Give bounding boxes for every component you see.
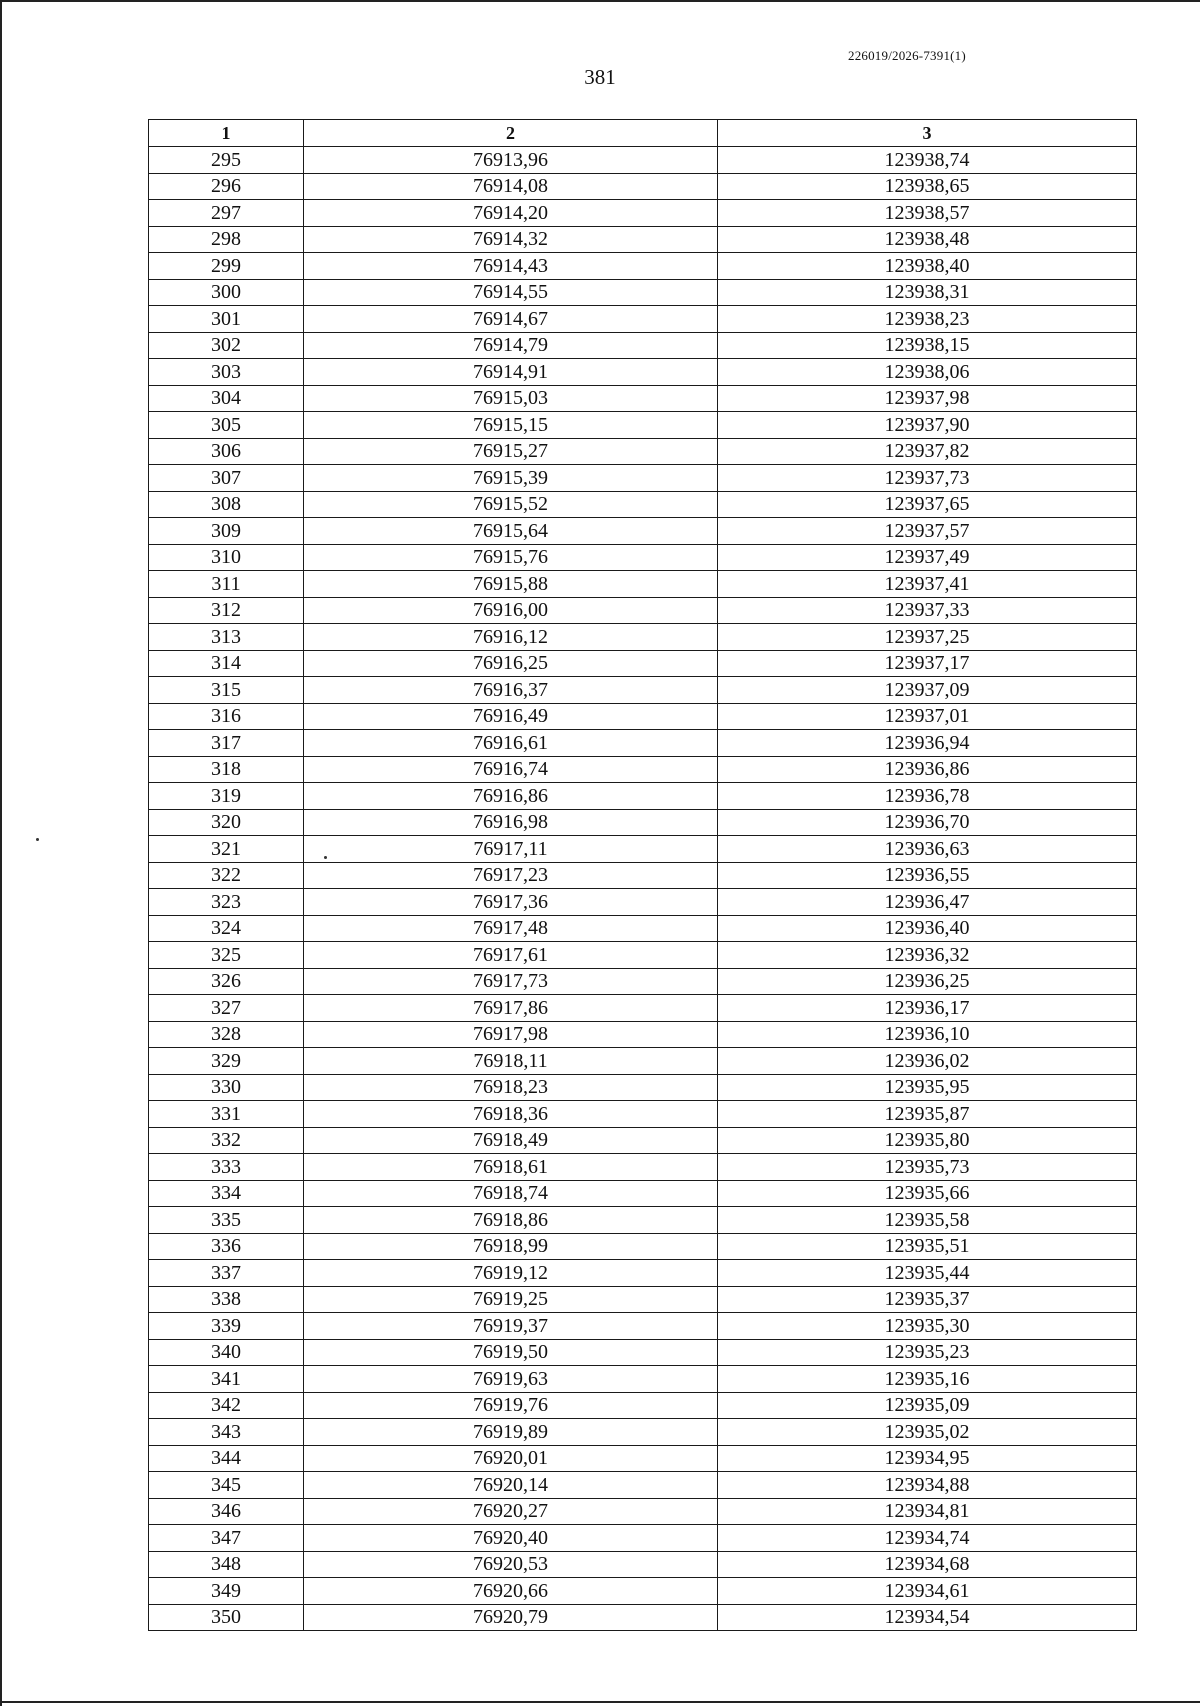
cell-x-coordinate: 76920,01	[304, 1445, 718, 1472]
cell-point-number: 332	[149, 1127, 304, 1154]
cell-point-number: 307	[149, 465, 304, 492]
table-row	[149, 332, 1137, 359]
cell-y-coordinate: 123937,98	[718, 385, 1137, 412]
table-row	[149, 412, 1137, 439]
cell-point-number: 302	[149, 332, 304, 359]
cell-x-coordinate: 76914,32	[304, 226, 718, 253]
document-reference: 226019/2026-7391(1)	[848, 48, 966, 63]
table-row	[149, 1498, 1137, 1525]
table-row	[149, 1286, 1137, 1313]
cell-x-coordinate: 76913,96	[304, 147, 718, 174]
table-row	[149, 1578, 1137, 1605]
cell-x-coordinate: 76915,03	[304, 385, 718, 412]
cell-y-coordinate: 123938,06	[718, 359, 1137, 386]
table-row	[149, 889, 1137, 916]
cell-y-coordinate: 123936,55	[718, 862, 1137, 889]
cell-y-coordinate: 123934,61	[718, 1578, 1137, 1605]
cell-point-number: 312	[149, 597, 304, 624]
table-row	[149, 147, 1137, 174]
cell-point-number: 301	[149, 306, 304, 333]
page-edge-left	[0, 0, 2, 1706]
table-row	[149, 518, 1137, 545]
cell-point-number: 347	[149, 1525, 304, 1552]
cell-y-coordinate: 123937,90	[718, 412, 1137, 439]
cell-y-coordinate: 123934,74	[718, 1525, 1137, 1552]
cell-y-coordinate: 123937,57	[718, 518, 1137, 545]
cell-x-coordinate: 76916,61	[304, 730, 718, 757]
cell-y-coordinate: 123937,49	[718, 544, 1137, 571]
cell-x-coordinate: 76914,43	[304, 253, 718, 280]
table-row	[149, 438, 1137, 465]
cell-x-coordinate: 76914,20	[304, 200, 718, 227]
cell-x-coordinate: 76914,91	[304, 359, 718, 386]
cell-x-coordinate: 76918,99	[304, 1233, 718, 1260]
table-row	[149, 703, 1137, 730]
cell-x-coordinate: 76915,27	[304, 438, 718, 465]
cell-y-coordinate: 123937,65	[718, 491, 1137, 518]
table-row	[149, 836, 1137, 863]
table-row	[149, 756, 1137, 783]
cell-point-number: 308	[149, 491, 304, 518]
table-body	[149, 147, 1137, 1631]
column-header-3: 3	[718, 120, 1137, 147]
cell-y-coordinate: 123935,37	[718, 1286, 1137, 1313]
cell-point-number: 297	[149, 200, 304, 227]
cell-x-coordinate: 76916,37	[304, 677, 718, 704]
table-row	[149, 1180, 1137, 1207]
table-row	[149, 995, 1137, 1022]
cell-x-coordinate: 76917,11	[304, 836, 718, 863]
table-row	[149, 1074, 1137, 1101]
cell-point-number: 324	[149, 915, 304, 942]
table-row	[149, 597, 1137, 624]
table-row	[149, 915, 1137, 942]
cell-point-number: 338	[149, 1286, 304, 1313]
cell-x-coordinate: 76919,63	[304, 1366, 718, 1393]
cell-x-coordinate: 76917,48	[304, 915, 718, 942]
table-row	[149, 1339, 1137, 1366]
cell-point-number: 325	[149, 942, 304, 969]
cell-x-coordinate: 76918,23	[304, 1074, 718, 1101]
cell-x-coordinate: 76915,15	[304, 412, 718, 439]
cell-x-coordinate: 76920,66	[304, 1578, 718, 1605]
cell-point-number: 304	[149, 385, 304, 412]
cell-y-coordinate: 123935,23	[718, 1339, 1137, 1366]
cell-x-coordinate: 76916,86	[304, 783, 718, 810]
table-row	[149, 1233, 1137, 1260]
table-header	[149, 120, 1137, 147]
cell-y-coordinate: 123935,95	[718, 1074, 1137, 1101]
cell-point-number: 296	[149, 173, 304, 200]
cell-y-coordinate: 123937,82	[718, 438, 1137, 465]
table-row	[149, 783, 1137, 810]
cell-point-number: 321	[149, 836, 304, 863]
table-row	[149, 1127, 1137, 1154]
cell-x-coordinate: 76914,55	[304, 279, 718, 306]
cell-x-coordinate: 76919,37	[304, 1313, 718, 1340]
table-row	[149, 359, 1137, 386]
cell-x-coordinate: 76920,79	[304, 1604, 718, 1631]
cell-y-coordinate: 123936,32	[718, 942, 1137, 969]
cell-y-coordinate: 123937,25	[718, 624, 1137, 651]
cell-y-coordinate: 123937,33	[718, 597, 1137, 624]
table-row	[149, 624, 1137, 651]
cell-point-number: 346	[149, 1498, 304, 1525]
cell-y-coordinate: 123935,87	[718, 1101, 1137, 1128]
table-row	[149, 200, 1137, 227]
cell-point-number: 314	[149, 650, 304, 677]
cell-y-coordinate: 123937,01	[718, 703, 1137, 730]
cell-point-number: 330	[149, 1074, 304, 1101]
cell-x-coordinate: 76916,74	[304, 756, 718, 783]
cell-y-coordinate: 123936,94	[718, 730, 1137, 757]
cell-point-number: 326	[149, 968, 304, 995]
cell-x-coordinate: 76919,50	[304, 1339, 718, 1366]
cell-point-number: 306	[149, 438, 304, 465]
cell-x-coordinate: 76919,76	[304, 1392, 718, 1419]
cell-y-coordinate: 123936,17	[718, 995, 1137, 1022]
cell-point-number: 299	[149, 253, 304, 280]
cell-x-coordinate: 76917,73	[304, 968, 718, 995]
cell-point-number: 331	[149, 1101, 304, 1128]
table-row	[149, 942, 1137, 969]
table-row	[149, 1101, 1137, 1128]
cell-x-coordinate: 76916,25	[304, 650, 718, 677]
cell-point-number: 349	[149, 1578, 304, 1605]
table-row	[149, 1021, 1137, 1048]
cell-y-coordinate: 123935,09	[718, 1392, 1137, 1419]
table-row	[149, 730, 1137, 757]
scan-speck	[324, 856, 327, 859]
table-row	[149, 173, 1137, 200]
cell-point-number: 323	[149, 889, 304, 916]
cell-x-coordinate: 76915,39	[304, 465, 718, 492]
cell-point-number: 311	[149, 571, 304, 598]
cell-point-number: 300	[149, 279, 304, 306]
table-row	[149, 677, 1137, 704]
cell-x-coordinate: 76917,23	[304, 862, 718, 889]
table-row	[149, 226, 1137, 253]
table-row	[149, 1551, 1137, 1578]
table-row	[149, 279, 1137, 306]
cell-y-coordinate: 123935,58	[718, 1207, 1137, 1234]
cell-point-number: 322	[149, 862, 304, 889]
table-row	[149, 385, 1137, 412]
cell-y-coordinate: 123938,40	[718, 253, 1137, 280]
cell-y-coordinate: 123937,09	[718, 677, 1137, 704]
cell-x-coordinate: 76919,89	[304, 1419, 718, 1446]
table-row	[149, 544, 1137, 571]
cell-y-coordinate: 123936,47	[718, 889, 1137, 916]
cell-x-coordinate: 76914,67	[304, 306, 718, 333]
cell-x-coordinate: 76920,53	[304, 1551, 718, 1578]
coordinates-table	[148, 119, 1137, 1631]
cell-point-number: 343	[149, 1419, 304, 1446]
cell-x-coordinate: 76914,08	[304, 173, 718, 200]
cell-y-coordinate: 123938,23	[718, 306, 1137, 333]
cell-y-coordinate: 123934,54	[718, 1604, 1137, 1631]
cell-x-coordinate: 76918,61	[304, 1154, 718, 1181]
cell-x-coordinate: 76916,49	[304, 703, 718, 730]
cell-point-number: 341	[149, 1366, 304, 1393]
table-row	[149, 1366, 1137, 1393]
table-row	[149, 1472, 1137, 1499]
table-row	[149, 809, 1137, 836]
table-row	[149, 1445, 1137, 1472]
cell-y-coordinate: 123936,02	[718, 1048, 1137, 1075]
cell-x-coordinate: 76915,52	[304, 491, 718, 518]
cell-y-coordinate: 123935,80	[718, 1127, 1137, 1154]
cell-point-number: 335	[149, 1207, 304, 1234]
cell-x-coordinate: 76920,40	[304, 1525, 718, 1552]
column-header-2: 2	[304, 120, 718, 147]
cell-y-coordinate: 123935,51	[718, 1233, 1137, 1260]
cell-point-number: 309	[149, 518, 304, 545]
table-row	[149, 650, 1137, 677]
cell-x-coordinate: 76920,27	[304, 1498, 718, 1525]
header-row	[149, 120, 1137, 147]
table-row	[149, 571, 1137, 598]
cell-y-coordinate: 123935,73	[718, 1154, 1137, 1181]
cell-x-coordinate: 76918,49	[304, 1127, 718, 1154]
table-row	[149, 1392, 1137, 1419]
cell-y-coordinate: 123938,15	[718, 332, 1137, 359]
page-edge-bottom	[0, 1701, 1200, 1703]
cell-point-number: 295	[149, 147, 304, 174]
cell-y-coordinate: 123937,73	[718, 465, 1137, 492]
table-row	[149, 1048, 1137, 1075]
cell-point-number: 316	[149, 703, 304, 730]
cell-x-coordinate: 76916,00	[304, 597, 718, 624]
cell-y-coordinate: 123935,30	[718, 1313, 1137, 1340]
cell-point-number: 345	[149, 1472, 304, 1499]
page-number: 381	[584, 65, 616, 89]
cell-x-coordinate: 76918,74	[304, 1180, 718, 1207]
cell-y-coordinate: 123935,02	[718, 1419, 1137, 1446]
table-row	[149, 1154, 1137, 1181]
cell-point-number: 336	[149, 1233, 304, 1260]
cell-point-number: 298	[149, 226, 304, 253]
cell-y-coordinate: 123935,44	[718, 1260, 1137, 1287]
cell-x-coordinate: 76918,86	[304, 1207, 718, 1234]
cell-y-coordinate: 123938,74	[718, 147, 1137, 174]
cell-point-number: 334	[149, 1180, 304, 1207]
cell-y-coordinate: 123936,70	[718, 809, 1137, 836]
cell-x-coordinate: 76915,76	[304, 544, 718, 571]
cell-point-number: 344	[149, 1445, 304, 1472]
cell-point-number: 333	[149, 1154, 304, 1181]
cell-x-coordinate: 76917,36	[304, 889, 718, 916]
table-row	[149, 968, 1137, 995]
cell-y-coordinate: 123935,66	[718, 1180, 1137, 1207]
cell-y-coordinate: 123938,65	[718, 173, 1137, 200]
cell-x-coordinate: 76918,11	[304, 1048, 718, 1075]
table-row	[149, 253, 1137, 280]
cell-point-number: 328	[149, 1021, 304, 1048]
table-row	[149, 1525, 1137, 1552]
table-row	[149, 1260, 1137, 1287]
cell-x-coordinate: 76915,64	[304, 518, 718, 545]
cell-x-coordinate: 76920,14	[304, 1472, 718, 1499]
cell-point-number: 350	[149, 1604, 304, 1631]
column-header-1: 1	[149, 120, 304, 147]
table-row	[149, 306, 1137, 333]
cell-point-number: 317	[149, 730, 304, 757]
cell-point-number: 313	[149, 624, 304, 651]
cell-x-coordinate: 76917,98	[304, 1021, 718, 1048]
table-row	[149, 1207, 1137, 1234]
cell-y-coordinate: 123937,41	[718, 571, 1137, 598]
cell-y-coordinate: 123934,95	[718, 1445, 1137, 1472]
cell-y-coordinate: 123938,48	[718, 226, 1137, 253]
cell-x-coordinate: 76917,86	[304, 995, 718, 1022]
cell-y-coordinate: 123937,17	[718, 650, 1137, 677]
cell-y-coordinate: 123935,16	[718, 1366, 1137, 1393]
cell-x-coordinate: 76919,12	[304, 1260, 718, 1287]
cell-y-coordinate: 123936,10	[718, 1021, 1137, 1048]
table-row	[149, 491, 1137, 518]
cell-x-coordinate: 76918,36	[304, 1101, 718, 1128]
cell-point-number: 339	[149, 1313, 304, 1340]
cell-point-number: 329	[149, 1048, 304, 1075]
cell-y-coordinate: 123938,31	[718, 279, 1137, 306]
cell-y-coordinate: 123936,86	[718, 756, 1137, 783]
cell-point-number: 340	[149, 1339, 304, 1366]
cell-y-coordinate: 123934,81	[718, 1498, 1137, 1525]
cell-x-coordinate: 76917,61	[304, 942, 718, 969]
cell-point-number: 303	[149, 359, 304, 386]
cell-y-coordinate: 123936,63	[718, 836, 1137, 863]
table-row	[149, 1419, 1137, 1446]
table-row	[149, 862, 1137, 889]
cell-x-coordinate: 76915,88	[304, 571, 718, 598]
cell-y-coordinate: 123938,57	[718, 200, 1137, 227]
scan-speck	[36, 838, 39, 841]
cell-x-coordinate: 76919,25	[304, 1286, 718, 1313]
cell-y-coordinate: 123936,25	[718, 968, 1137, 995]
cell-y-coordinate: 123934,68	[718, 1551, 1137, 1578]
cell-y-coordinate: 123936,78	[718, 783, 1137, 810]
cell-point-number: 318	[149, 756, 304, 783]
cell-point-number: 337	[149, 1260, 304, 1287]
cell-y-coordinate: 123934,88	[718, 1472, 1137, 1499]
cell-point-number: 327	[149, 995, 304, 1022]
cell-point-number: 342	[149, 1392, 304, 1419]
table-row	[149, 1313, 1137, 1340]
cell-point-number: 315	[149, 677, 304, 704]
cell-x-coordinate: 76916,12	[304, 624, 718, 651]
cell-point-number: 319	[149, 783, 304, 810]
cell-point-number: 310	[149, 544, 304, 571]
page-edge-top	[0, 0, 1200, 2]
cell-point-number: 348	[149, 1551, 304, 1578]
table-row	[149, 1604, 1137, 1631]
cell-x-coordinate: 76916,98	[304, 809, 718, 836]
cell-point-number: 305	[149, 412, 304, 439]
table-row	[149, 465, 1137, 492]
cell-x-coordinate: 76914,79	[304, 332, 718, 359]
cell-y-coordinate: 123936,40	[718, 915, 1137, 942]
cell-point-number: 320	[149, 809, 304, 836]
